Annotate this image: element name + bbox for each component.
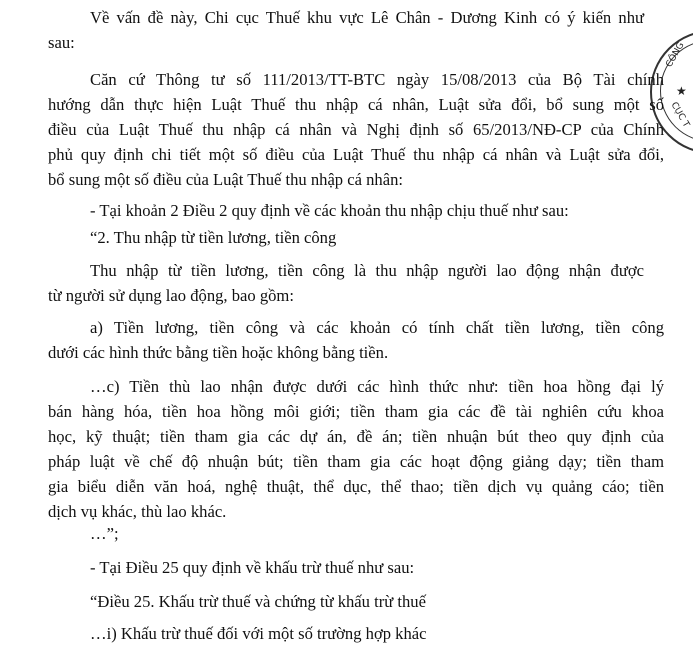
para2-line3: điều của Luật Thuế thu nhập cá nhân và Nghị định số 65/2013/NĐ-CP của Chính bbox=[48, 120, 664, 139]
stamp-text-top: CÔNG bbox=[664, 40, 687, 70]
para2-line1: Căn cứ Thông tư số 111/2013/TT-BTC ngày 15/08/2013 của Bộ Tài chính bbox=[90, 70, 664, 89]
para7-line2: bán hàng hóa, tiền hoa hồng môi giới; tiền tham gia các đề tài nghiên cứu khoa bbox=[48, 402, 664, 421]
para4: “2. Thu nhập từ tiền lương, tiền công bbox=[90, 228, 337, 247]
para2-line2: hướng dẫn thực hiện Luật Thuế thu nhập cá nhân, Luật sửa đổi, bổ sung một số bbox=[48, 95, 664, 114]
para9: - Tại Điều 25 quy định về khấu trừ thuế như sau: bbox=[90, 558, 415, 577]
para10: “Điều 25. Khấu trừ thuế và chứng từ khấu trừ thuế bbox=[90, 592, 426, 611]
para2-line5: bổ sung một số điều của Luật Thuế thu nhập cá nhân: bbox=[48, 170, 403, 189]
para3: - Tại khoản 2 Điều 2 quy định về các khoản thu nhập chịu thuế như sau: bbox=[90, 201, 569, 220]
para7-line5: gia biểu diễn văn hoá, nghệ thuật, thể dục, thể thao; tiền dịch vụ quảng cáo; tiền bbox=[48, 477, 664, 496]
para7-line3: học, kỹ thuật; tiền tham gia các dự án, đề án; tiền nhuận bút theo quy định của bbox=[48, 427, 664, 446]
para1-line2: sau: bbox=[48, 33, 75, 52]
para1-line1: Về vấn đề này, Chi cục Thuế khu vực Lê Chân - Dương Kinh có ý kiến như bbox=[90, 8, 644, 27]
para6-line1: a) Tiền lương, tiền công và các khoản có tính chất tiền lương, tiền công bbox=[90, 318, 664, 337]
para6-line2: dưới các hình thức bằng tiền hoặc không bằng tiền. bbox=[48, 343, 389, 362]
para2-line4: phủ quy định chi tiết một số điều của Luật Thuế thu nhập cá nhân và Luật sửa đổi, bbox=[48, 145, 664, 164]
para7-line6: dịch vụ khác, thù lao khác. bbox=[48, 502, 227, 521]
para8: …”; bbox=[90, 524, 119, 543]
para5-line2: từ người sử dụng lao động, bao gồm: bbox=[48, 286, 294, 305]
para11: …i) Khấu trừ thuế đối với một số trường hợp khác bbox=[90, 624, 427, 643]
stamp-text-side: CỤC T bbox=[668, 100, 691, 130]
para7-line1: …c) Tiền thù lao nhận được dưới các hình thức như: tiền hoa hồng đại lý bbox=[90, 377, 664, 396]
stamp-star-icon: ★ bbox=[676, 84, 687, 98]
para7-line4: pháp luật về chế độ nhuận bút; tiền tham gia các hoạt động giảng dạy; tiền tham bbox=[48, 452, 664, 471]
para5-line1: Thu nhập từ tiền lương, tiền công là thu nhập người lao động nhận được bbox=[90, 261, 644, 280]
